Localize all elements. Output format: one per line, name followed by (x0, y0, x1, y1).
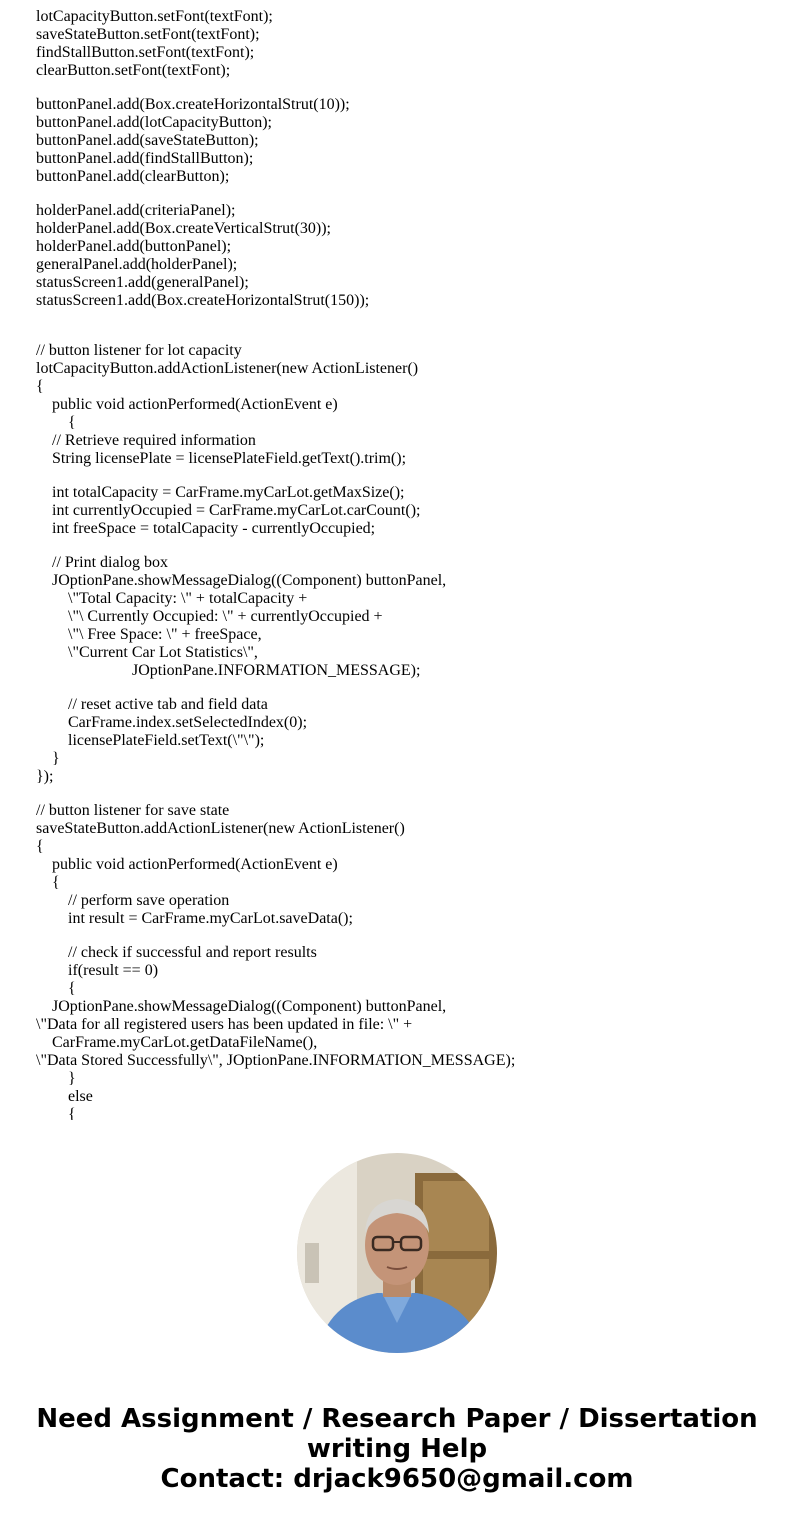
code-line: \"Total Capacity: \" + totalCapacity + (36, 590, 308, 607)
help-banner-line-1: Need Assignment / Research Paper / Dissertation (36, 1404, 758, 1434)
code-line: findStallButton.setFont(textFont); (36, 44, 255, 61)
code-line: } (36, 1070, 76, 1087)
code-line: int freeSpace = totalCapacity - currentlyOccupied; (36, 520, 376, 537)
code-line: // Retrieve required information (36, 432, 256, 449)
code-line (36, 468, 776, 484)
code-line: statusScreen1.add(Box.createHorizontalStrut(150)); (36, 292, 370, 309)
code-line: saveStateButton.setFont(textFont); (36, 26, 260, 43)
code-line: \"Data Stored Successfully\", JOptionPane.INFORMATION_MESSAGE); (36, 1052, 516, 1069)
code-line: { (36, 1106, 76, 1120)
help-banner-line-2: writing Help (306, 1434, 488, 1464)
code-line: buttonPanel.add(Box.createHorizontalStrut(10)); (36, 96, 350, 113)
code-line: saveStateButton.addActionListener(new ActionListener() (36, 820, 405, 837)
code-line: { (36, 980, 76, 997)
code-line: JOptionPane.showMessageDialog((Component) buttonPanel, (36, 572, 447, 589)
code-line (36, 538, 776, 554)
code-line: int totalCapacity = CarFrame.myCarLot.getMaxSize(); (36, 484, 405, 501)
code-line: { (36, 838, 44, 855)
code-line: // Print dialog box (36, 554, 168, 571)
code-line: buttonPanel.add(findStallButton); (36, 150, 254, 167)
code-line: \"\ Free Space: \" + freeSpace, (36, 626, 262, 643)
code-line: String licensePlate = licensePlateField.getText().trim(); (36, 450, 407, 467)
code-line (36, 80, 776, 96)
code-line: int result = CarFrame.myCarLot.saveData(); (36, 910, 353, 927)
code-line: buttonPanel.add(lotCapacityButton); (36, 114, 272, 131)
person-photo-icon (297, 1153, 497, 1353)
code-line: { (36, 874, 60, 891)
code-line: holderPanel.add(Box.createVerticalStrut(30)); (36, 220, 331, 237)
code-line: \"Current Car Lot Statistics\", (36, 644, 258, 661)
code-line: lotCapacityButton.addActionListener(new ActionListener() (36, 360, 419, 377)
code-line (36, 680, 776, 696)
code-line: lotCapacityButton.setFont(textFont); (36, 8, 273, 25)
code-line: JOptionPane.INFORMATION_MESSAGE); (36, 662, 421, 679)
code-line: public void actionPerformed(ActionEvent e) (36, 856, 338, 873)
code-line: holderPanel.add(criteriaPanel); (36, 202, 236, 219)
code-line: // button listener for lot capacity (36, 342, 242, 359)
code-line: int currentlyOccupied = CarFrame.myCarLot.carCount(); (36, 502, 421, 519)
contact-email: Contact: drjack9650@gmail.com (160, 1464, 634, 1494)
code-line: public void actionPerformed(ActionEvent e) (36, 396, 338, 413)
code-line (36, 310, 776, 326)
code-line: if(result == 0) (36, 962, 159, 979)
code-line: clearButton.setFont(textFont); (36, 62, 231, 79)
code-line: buttonPanel.add(clearButton); (36, 168, 230, 185)
code-line: // perform save operation (36, 892, 230, 909)
code-line: { (36, 378, 44, 395)
code-line (36, 186, 776, 202)
code-line: \"\ Currently Occupied: \" + currentlyOccupied + (36, 608, 383, 625)
code-line: JOptionPane.showMessageDialog((Component) buttonPanel, (36, 998, 447, 1015)
code-line (36, 326, 776, 342)
code-line: else (36, 1088, 93, 1105)
code-line: // check if successful and report results (36, 944, 317, 961)
code-line (36, 928, 776, 944)
code-snippet (36, 8, 776, 1120)
code-line: buttonPanel.add(saveStateButton); (36, 132, 259, 149)
code-line: licensePlateField.setText(\"\"); (36, 732, 265, 749)
code-line (36, 786, 776, 802)
author-avatar (297, 1153, 497, 1353)
code-line: CarFrame.index.setSelectedIndex(0); (36, 714, 308, 731)
code-line: }); (36, 768, 54, 785)
code-line: \"Data for all registered users has been updated in file: \" + (36, 1016, 413, 1033)
code-line: } (36, 750, 60, 767)
code-line: generalPanel.add(holderPanel); (36, 256, 238, 273)
code-line: holderPanel.add(buttonPanel); (36, 238, 232, 255)
code-line: // reset active tab and field data (36, 696, 268, 713)
code-line: CarFrame.myCarLot.getDataFileName(), (36, 1034, 318, 1051)
code-line: statusScreen1.add(generalPanel); (36, 274, 249, 291)
code-line: { (36, 414, 76, 431)
code-line: // button listener for save state (36, 802, 230, 819)
